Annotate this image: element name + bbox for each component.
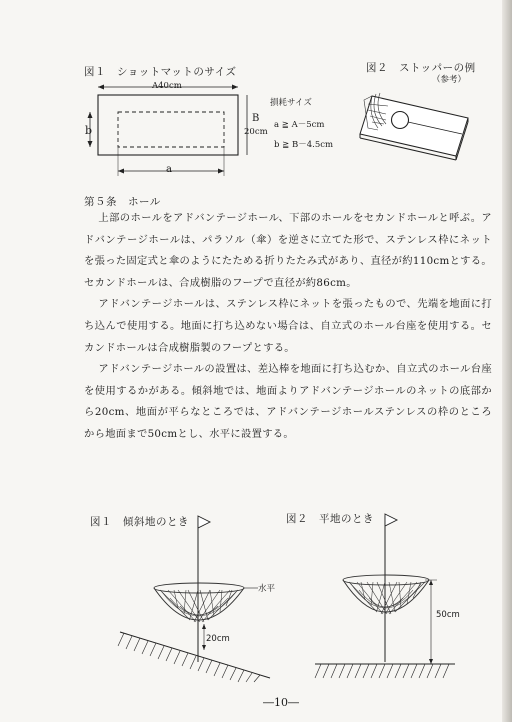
paragraph-3: アドバンテージホールの設置は、差込棒を地面に打ち込むか、自立式のホール台座を使用するかがある。傾斜地では、地面よりアドバンテージホールのネットの底部から20cm、地面が平らなところでは、アドバンテージホールステンレスの枠のところから地面まで50cmとし、水平に設置する。 bbox=[84, 363, 492, 440]
figure-1-caption: 図１ ショットマットのサイズ bbox=[84, 66, 237, 78]
dimension-label-B: B bbox=[252, 113, 260, 124]
mat-inner-dashed-rect bbox=[118, 112, 224, 147]
slope-net bbox=[154, 583, 244, 622]
flat-hole-diagram bbox=[305, 510, 465, 682]
stopper-diagram bbox=[350, 84, 480, 174]
section-title: 第５条 ホール bbox=[84, 196, 161, 208]
golf-ball bbox=[392, 112, 409, 129]
label-flat-50cm: 50cm bbox=[436, 610, 460, 620]
body-text bbox=[84, 208, 492, 446]
figure-2-subcaption: （参考） bbox=[432, 75, 467, 85]
paragraph-2: アドバンテージホールは、ステンレス枠にネットを張ったもので、先端を地面に打ち込んで使用する。地面に打ち込めない場合は、自立式のホール台座を使用する。セカンドホールは合成樹脂製のフープとする。 bbox=[84, 298, 492, 354]
tolerance-b: b ≧ B－4.5cm bbox=[274, 140, 334, 150]
tolerance-a: a ≧ A－5cm bbox=[274, 120, 325, 130]
dimension-label-a: a bbox=[166, 164, 172, 175]
tolerance-title: 損耗サイズ bbox=[270, 98, 312, 108]
slope-hole-diagram bbox=[110, 512, 280, 682]
page-edge-shadow bbox=[502, 0, 512, 722]
label-level: 水平 bbox=[258, 584, 276, 594]
paragraph-1: 上部のホールをアドバンテージホール、下部のホールをセカンドホールと呼ぶ。アドバンテージホールは、パラソル（傘）を逆さに立てた形で、ステンレス枠にネットを張った固定式と傘のようにたためる折りたたみ式があり、直径が約110cmとする。セカンドホールは、合成樹脂のフープで直径が約86cm。 bbox=[84, 212, 492, 289]
mat-outer-rect bbox=[98, 95, 238, 155]
page-number: ―10― bbox=[263, 696, 299, 709]
dimension-label-b: b bbox=[85, 124, 93, 137]
dimension-label-20cm: 20cm bbox=[244, 127, 268, 137]
dimension-label-a40: A40cm bbox=[152, 81, 182, 91]
label-slope-20cm: 20cm bbox=[206, 634, 230, 644]
flat-net bbox=[343, 575, 429, 614]
figure-slope-caption: 図１ 傾斜地のとき bbox=[90, 516, 189, 528]
figure-flat-caption: 図２ 平地のとき bbox=[286, 513, 374, 525]
figure-2-caption: 図２ ストッパーの例 bbox=[366, 62, 476, 74]
